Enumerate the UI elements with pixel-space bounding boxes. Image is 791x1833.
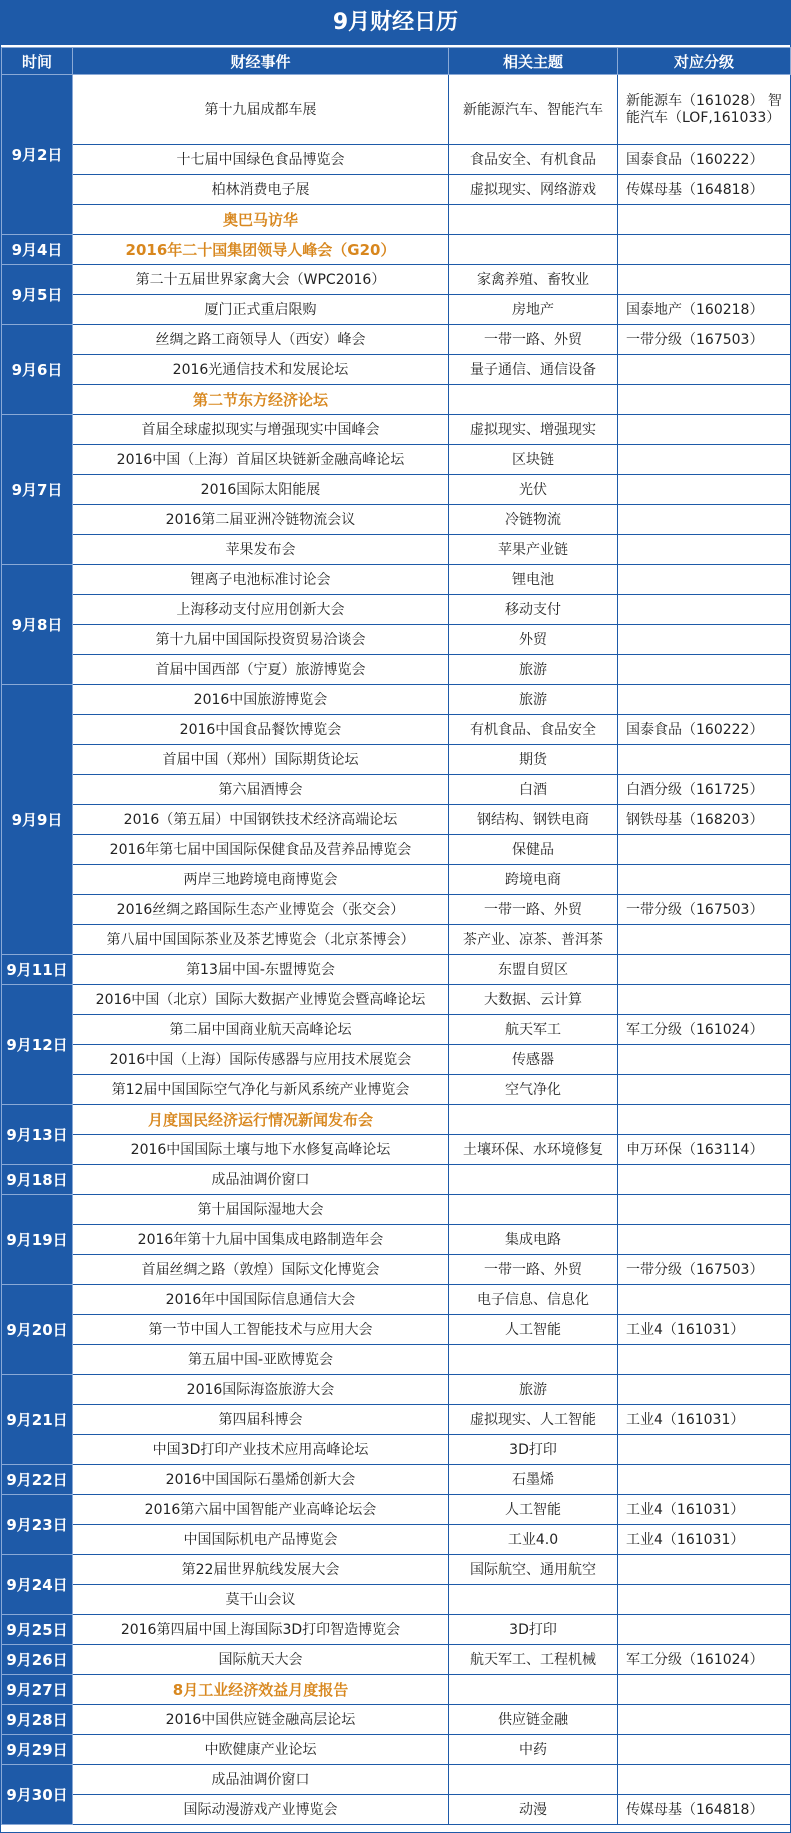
date-cell: 9月24日 [2, 1555, 73, 1615]
event-cell: 2016中国食品餐饮博览会 [73, 715, 449, 745]
table-row [2, 1225, 791, 1255]
event-cell: 2016第四届中国上海国际3D打印智造博览会 [73, 1615, 449, 1645]
date-cell: 9月4日 [2, 235, 73, 265]
theme-cell [449, 1585, 618, 1615]
header-time: 时间 [2, 48, 73, 75]
table-row [2, 895, 791, 925]
fund-cell [618, 1705, 791, 1735]
theme-cell: 量子通信、通信设备 [449, 355, 618, 385]
event-cell: 中国3D打印产业技术应用高峰论坛 [73, 1435, 449, 1465]
event-cell: 第22届世界航线发展大会 [73, 1555, 449, 1585]
table-row [2, 1615, 791, 1645]
date-cell: 9月25日 [2, 1615, 73, 1645]
fund-cell [618, 1375, 791, 1405]
fund-cell: 国泰地产（160218） [618, 295, 791, 325]
table-row [2, 1165, 791, 1195]
table-row [2, 265, 791, 295]
table-row [2, 1255, 791, 1285]
event-cell: 2016年第七届中国国际保健食品及营养品博览会 [73, 835, 449, 865]
theme-cell [449, 1765, 618, 1795]
fund-cell [618, 655, 791, 685]
table-row [2, 1105, 791, 1135]
theme-cell: 锂电池 [449, 565, 618, 595]
event-cell: 中欧健康产业论坛 [73, 1735, 449, 1765]
highlight-event-cell: 8月工业经济效益月度报告 [73, 1675, 449, 1705]
fund-cell [618, 475, 791, 505]
fund-cell [618, 745, 791, 775]
event-cell: 第六届酒博会 [73, 775, 449, 805]
theme-cell: 冷链物流 [449, 505, 618, 535]
date-cell: 9月30日 [2, 1765, 73, 1825]
fund-cell: 工业4（161031） [618, 1315, 791, 1345]
event-cell: 2016丝绸之路国际生态产业博览会（张交会） [73, 895, 449, 925]
fund-cell: 一带分级（167503） [618, 325, 791, 355]
theme-cell: 3D打印 [449, 1615, 618, 1645]
fund-cell: 工业4（161031） [618, 1525, 791, 1555]
table-row [2, 745, 791, 775]
event-cell: 上海移动支付应用创新大会 [73, 595, 449, 625]
theme-cell: 土壤环保、水环境修复 [449, 1135, 618, 1165]
event-cell: 厦门正式重启限购 [73, 295, 449, 325]
event-cell: 第12届中国国际空气净化与新风系统产业博览会 [73, 1075, 449, 1105]
event-cell: 第八届中国国际茶业及茶艺博览会（北京茶博会） [73, 925, 449, 955]
fund-cell [618, 1435, 791, 1465]
table-row [2, 445, 791, 475]
theme-cell: 虚拟现实、网络游戏 [449, 175, 618, 205]
theme-cell: 虚拟现实、增强现实 [449, 415, 618, 445]
theme-cell: 3D打印 [449, 1435, 618, 1465]
fund-cell: 钢铁母基（168203） [618, 805, 791, 835]
table-row [2, 1765, 791, 1795]
theme-cell: 跨境电商 [449, 865, 618, 895]
theme-cell: 新能源汽车、智能汽车 [449, 75, 618, 145]
table-row [2, 1735, 791, 1765]
table-row [2, 1705, 791, 1735]
date-cell: 9月29日 [2, 1735, 73, 1765]
table-row [2, 75, 791, 145]
event-cell: 丝绸之路工商领导人（西安）峰会 [73, 325, 449, 355]
theme-cell: 供应链金融 [449, 1705, 618, 1735]
event-cell: 第13届中国-东盟博览会 [73, 955, 449, 985]
event-cell: 国际动漫游戏产业博览会 [73, 1795, 449, 1825]
theme-cell: 电子信息、信息化 [449, 1285, 618, 1315]
table-row [2, 1135, 791, 1165]
fund-cell [618, 1045, 791, 1075]
table-row [2, 205, 791, 235]
theme-cell [449, 1165, 618, 1195]
theme-cell: 外贸 [449, 625, 618, 655]
table-row [2, 1435, 791, 1465]
date-cell: 9月28日 [2, 1705, 73, 1735]
fund-cell [618, 1465, 791, 1495]
table-row [2, 985, 791, 1015]
fund-cell [618, 565, 791, 595]
theme-cell [449, 205, 618, 235]
fund-cell [618, 865, 791, 895]
fund-cell [618, 1285, 791, 1315]
fund-cell: 一带分级（167503） [618, 1255, 791, 1285]
event-cell: 苹果发布会 [73, 535, 449, 565]
fund-cell: 军工分级（161024） [618, 1015, 791, 1045]
table-row [2, 1645, 791, 1675]
table-row [2, 475, 791, 505]
highlight-event-cell: 奥巴马访华 [73, 205, 449, 235]
fund-cell [618, 535, 791, 565]
theme-cell: 动漫 [449, 1795, 618, 1825]
date-cell: 9月23日 [2, 1495, 73, 1555]
fund-cell [618, 355, 791, 385]
date-cell: 9月19日 [2, 1195, 73, 1285]
theme-cell: 石墨烯 [449, 1465, 618, 1495]
event-cell: 首届中国（郑州）国际期货论坛 [73, 745, 449, 775]
table-row [2, 805, 791, 835]
header-fund: 对应分级 [618, 48, 791, 75]
event-cell: 莫干山会议 [73, 1585, 449, 1615]
theme-cell: 中药 [449, 1735, 618, 1765]
fund-cell [618, 835, 791, 865]
table-row [2, 715, 791, 745]
theme-cell: 钢结构、钢铁电商 [449, 805, 618, 835]
table-row [2, 835, 791, 865]
fund-cell [618, 505, 791, 535]
date-cell: 9月11日 [2, 955, 73, 985]
theme-cell: 苹果产业链 [449, 535, 618, 565]
theme-cell: 空气净化 [449, 1075, 618, 1105]
page-title: 9月财经日历 [1, 1, 790, 47]
date-cell: 9月2日 [2, 75, 73, 235]
fund-cell: 传媒母基（164818） [618, 175, 791, 205]
table-row [2, 1585, 791, 1615]
date-cell: 9月7日 [2, 415, 73, 565]
fund-cell [618, 235, 791, 265]
theme-cell: 旅游 [449, 1375, 618, 1405]
fund-cell [618, 625, 791, 655]
table-row [2, 865, 791, 895]
date-cell: 9月6日 [2, 325, 73, 415]
event-cell: 十七届中国绿色食品博览会 [73, 145, 449, 175]
event-cell: 国际航天大会 [73, 1645, 449, 1675]
event-cell: 首届全球虚拟现实与增强现实中国峰会 [73, 415, 449, 445]
event-cell: 2016中国旅游博览会 [73, 685, 449, 715]
fund-cell: 一带分级（167503） [618, 895, 791, 925]
table-row [2, 1795, 791, 1825]
fund-cell: 军工分级（161024） [618, 1645, 791, 1675]
table-row [2, 655, 791, 685]
table-row [2, 235, 791, 265]
fund-cell [618, 1735, 791, 1765]
fund-cell [618, 1585, 791, 1615]
theme-cell: 一带一路、外贸 [449, 1255, 618, 1285]
event-cell: 第五届中国-亚欧博览会 [73, 1345, 449, 1375]
header-theme: 相关主题 [449, 48, 618, 75]
theme-cell: 有机食品、食品安全 [449, 715, 618, 745]
fund-cell [618, 1555, 791, 1585]
table-row [2, 925, 791, 955]
table-row [2, 595, 791, 625]
event-cell: 中国国际机电产品博览会 [73, 1525, 449, 1555]
header-event: 财经事件 [73, 48, 449, 75]
theme-cell: 保健品 [449, 835, 618, 865]
theme-cell: 航天军工 [449, 1015, 618, 1045]
fund-cell [618, 1615, 791, 1645]
event-cell: 第四届科博会 [73, 1405, 449, 1435]
fund-cell: 工业4（161031） [618, 1405, 791, 1435]
event-cell: 2016中国国际土壤与地下水修复高峰论坛 [73, 1135, 449, 1165]
event-cell: 2016中国国际石墨烯创新大会 [73, 1465, 449, 1495]
highlight-event-cell: 2016年二十国集团领导人峰会（G20） [73, 235, 449, 265]
fund-cell [618, 595, 791, 625]
table-row [2, 325, 791, 355]
table-row [2, 1015, 791, 1045]
table-row [2, 355, 791, 385]
theme-cell: 一带一路、外贸 [449, 895, 618, 925]
event-cell: 2016（第五届）中国钢铁技术经济高端论坛 [73, 805, 449, 835]
date-cell: 9月8日 [2, 565, 73, 685]
calendar-body [2, 75, 791, 1825]
theme-cell: 旅游 [449, 685, 618, 715]
highlight-event-cell: 月度国民经济运行情况新闻发布会 [73, 1105, 449, 1135]
table-row [2, 955, 791, 985]
fund-cell: 申万环保（163114） [618, 1135, 791, 1165]
date-cell: 9月27日 [2, 1675, 73, 1705]
event-cell: 首届丝绸之路（敦煌）国际文化博览会 [73, 1255, 449, 1285]
fund-cell: 传媒母基（164818） [618, 1795, 791, 1825]
theme-cell: 旅游 [449, 655, 618, 685]
theme-cell: 食品安全、有机食品 [449, 145, 618, 175]
event-cell: 2016年中国国际信息通信大会 [73, 1285, 449, 1315]
fund-cell [618, 985, 791, 1015]
fund-cell [618, 955, 791, 985]
event-cell: 首届中国西部（宁夏）旅游博览会 [73, 655, 449, 685]
fund-cell [618, 1675, 791, 1705]
fund-cell [618, 925, 791, 955]
theme-cell [449, 385, 618, 415]
table-row [2, 145, 791, 175]
event-cell: 成品油调价窗口 [73, 1765, 449, 1795]
fund-cell: 工业4（161031） [618, 1495, 791, 1525]
table-row [2, 505, 791, 535]
table-row [2, 1045, 791, 1075]
event-cell: 2016第二届亚洲冷链物流会议 [73, 505, 449, 535]
theme-cell: 集成电路 [449, 1225, 618, 1255]
highlight-event-cell: 第二节东方经济论坛 [73, 385, 449, 415]
event-cell: 2016国际太阳能展 [73, 475, 449, 505]
theme-cell: 工业4.0 [449, 1525, 618, 1555]
event-cell: 2016光通信技术和发展论坛 [73, 355, 449, 385]
table-row [2, 1285, 791, 1315]
table-row [2, 1345, 791, 1375]
table-row [2, 175, 791, 205]
event-cell: 第十九届成都车展 [73, 75, 449, 145]
fund-cell [618, 1105, 791, 1135]
table-row [2, 1555, 791, 1585]
theme-cell: 茶产业、凉茶、普洱茶 [449, 925, 618, 955]
table-row [2, 1075, 791, 1105]
date-cell: 9月9日 [2, 685, 73, 955]
event-cell: 2016中国（上海）国际传感器与应用技术展览会 [73, 1045, 449, 1075]
fund-cell [618, 685, 791, 715]
table-row [2, 1525, 791, 1555]
theme-cell [449, 235, 618, 265]
theme-cell: 期货 [449, 745, 618, 775]
fund-cell [618, 385, 791, 415]
event-cell: 第一节中国人工智能技术与应用大会 [73, 1315, 449, 1345]
event-cell: 2016中国（上海）首届区块链新金融高峰论坛 [73, 445, 449, 475]
table-row [2, 415, 791, 445]
table-row [2, 535, 791, 565]
fund-cell [618, 445, 791, 475]
fund-cell [618, 1225, 791, 1255]
fund-cell: 国泰食品（160222） [618, 145, 791, 175]
fund-cell [618, 415, 791, 445]
fund-cell: 国泰食品（160222） [618, 715, 791, 745]
table-row [2, 1495, 791, 1525]
table-row [2, 1405, 791, 1435]
theme-cell: 一带一路、外贸 [449, 325, 618, 355]
date-cell: 9月12日 [2, 985, 73, 1105]
event-cell: 成品油调价窗口 [73, 1165, 449, 1195]
fund-cell: 新能源车（161028） 智能汽车（LOF,161033） [618, 75, 791, 145]
fund-cell [618, 1075, 791, 1105]
theme-cell: 大数据、云计算 [449, 985, 618, 1015]
table-row [2, 1315, 791, 1345]
theme-cell: 虚拟现实、人工智能 [449, 1405, 618, 1435]
calendar-table [1, 47, 791, 1825]
theme-cell: 传感器 [449, 1045, 618, 1075]
fund-cell [618, 1765, 791, 1795]
table-row [2, 685, 791, 715]
theme-cell [449, 1105, 618, 1135]
theme-cell: 移动支付 [449, 595, 618, 625]
date-cell: 9月13日 [2, 1105, 73, 1165]
fund-cell [618, 1165, 791, 1195]
date-cell: 9月21日 [2, 1375, 73, 1465]
theme-cell [449, 1195, 618, 1225]
date-cell: 9月22日 [2, 1465, 73, 1495]
fund-cell: 白酒分级（161725） [618, 775, 791, 805]
theme-cell: 房地产 [449, 295, 618, 325]
table-row [2, 565, 791, 595]
table-row [2, 625, 791, 655]
event-cell: 2016中国供应链金融高层论坛 [73, 1705, 449, 1735]
theme-cell: 区块链 [449, 445, 618, 475]
theme-cell: 国际航空、通用航空 [449, 1555, 618, 1585]
event-cell: 第十九届中国国际投资贸易洽谈会 [73, 625, 449, 655]
table-row [2, 1465, 791, 1495]
event-cell: 2016中国（北京）国际大数据产业博览会暨高峰论坛 [73, 985, 449, 1015]
theme-cell: 航天军工、工程机械 [449, 1645, 618, 1675]
event-cell: 第二十五届世界家禽大会（WPC2016） [73, 265, 449, 295]
fund-cell [618, 1195, 791, 1225]
table-row [2, 295, 791, 325]
date-cell: 9月26日 [2, 1645, 73, 1675]
event-cell: 柏林消费电子展 [73, 175, 449, 205]
date-cell: 9月20日 [2, 1285, 73, 1375]
event-cell: 2016国际海盗旅游大会 [73, 1375, 449, 1405]
theme-cell: 白酒 [449, 775, 618, 805]
theme-cell: 东盟自贸区 [449, 955, 618, 985]
date-cell: 9月18日 [2, 1165, 73, 1195]
table-row [2, 775, 791, 805]
event-cell: 两岸三地跨境电商博览会 [73, 865, 449, 895]
table-row [2, 385, 791, 415]
theme-cell: 人工智能 [449, 1315, 618, 1345]
theme-cell [449, 1345, 618, 1375]
event-cell: 2016第六届中国智能产业高峰论坛会 [73, 1495, 449, 1525]
table-row [2, 1675, 791, 1705]
table-row [2, 1375, 791, 1405]
theme-cell: 光伏 [449, 475, 618, 505]
date-cell: 9月5日 [2, 265, 73, 325]
event-cell: 2016年第十九届中国集成电路制造年会 [73, 1225, 449, 1255]
fund-cell [618, 205, 791, 235]
theme-cell: 家禽养殖、畜牧业 [449, 265, 618, 295]
header-row [2, 48, 791, 75]
theme-cell [449, 1675, 618, 1705]
event-cell: 第十届国际湿地大会 [73, 1195, 449, 1225]
event-cell: 第二届中国商业航天高峰论坛 [73, 1015, 449, 1045]
fund-cell [618, 265, 791, 295]
table-row [2, 1195, 791, 1225]
theme-cell: 人工智能 [449, 1495, 618, 1525]
event-cell: 锂离子电池标准讨论会 [73, 565, 449, 595]
fund-cell [618, 1345, 791, 1375]
